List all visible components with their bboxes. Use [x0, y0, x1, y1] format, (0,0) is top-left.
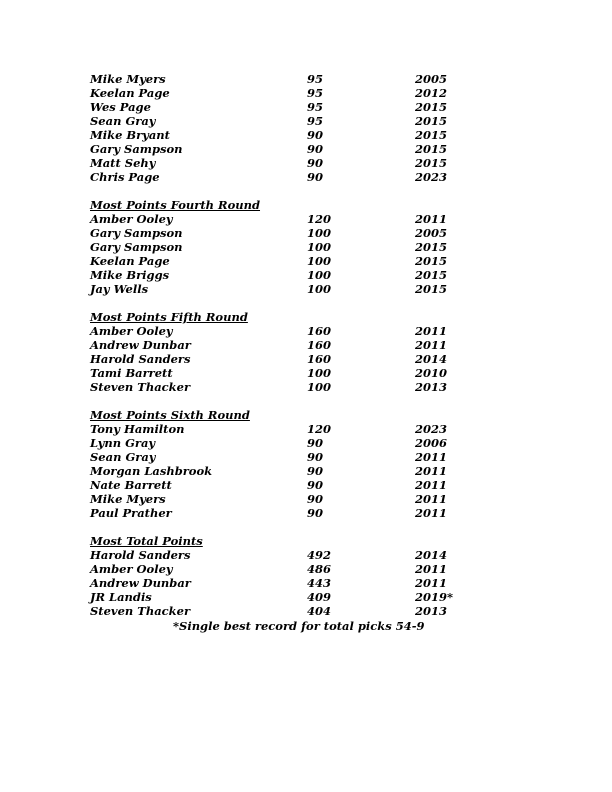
points-value: 90	[307, 450, 324, 464]
section-sixth-round	[0, 408, 612, 520]
player-name: Chris Page	[90, 170, 160, 184]
record-row	[0, 282, 612, 296]
year-value: 2006	[415, 436, 448, 450]
points-value: 95	[307, 86, 324, 100]
record-row	[0, 506, 612, 520]
record-row	[0, 100, 612, 114]
record-row	[0, 142, 612, 156]
player-name: Keelan Page	[90, 254, 170, 268]
footnote-text: *Single best record for total picks 54-9	[173, 619, 425, 633]
points-value: 492	[307, 548, 332, 562]
record-row	[0, 436, 612, 450]
year-value: 2014	[415, 352, 448, 366]
points-value: 90	[307, 478, 324, 492]
points-value: 90	[307, 492, 324, 506]
section-heading	[0, 408, 612, 422]
points-value: 90	[307, 464, 324, 478]
year-value: 2011	[415, 478, 448, 492]
points-value: 90	[307, 170, 324, 184]
record-row	[0, 464, 612, 478]
record-row	[0, 240, 612, 254]
section-heading-text: Most Points Fourth Round	[90, 198, 261, 212]
points-value: 90	[307, 506, 324, 520]
points-value: 100	[307, 282, 332, 296]
year-value: 2011	[415, 464, 448, 478]
year-value: 2023	[415, 170, 448, 184]
record-row	[0, 212, 612, 226]
player-name: Steven Thacker	[90, 380, 191, 394]
year-value: 2011	[415, 492, 448, 506]
record-row	[0, 576, 612, 590]
points-value: 100	[307, 240, 332, 254]
player-name: Jay Wells	[90, 282, 149, 296]
points-value: 160	[307, 338, 332, 352]
section-heading	[0, 310, 612, 324]
record-row	[0, 450, 612, 464]
player-name: Sean Gray	[90, 114, 156, 128]
record-row	[0, 268, 612, 282]
record-row	[0, 492, 612, 506]
section-fourth-round	[0, 198, 612, 296]
section-continued	[0, 72, 612, 184]
year-value: 2011	[415, 324, 448, 338]
player-name: Mike Bryant	[90, 128, 170, 142]
points-value: 100	[307, 226, 332, 240]
points-value: 90	[307, 436, 324, 450]
points-value: 120	[307, 422, 332, 436]
points-value: 100	[307, 254, 332, 268]
player-name: Steven Thacker	[90, 604, 191, 618]
year-value: 2011	[415, 450, 448, 464]
player-name: Andrew Dunbar	[90, 338, 191, 352]
player-name: Amber Ooley	[90, 212, 173, 226]
year-value: 2013	[415, 380, 448, 394]
year-value: 2015	[415, 128, 448, 142]
points-value: 90	[307, 156, 324, 170]
year-value: 2023	[415, 422, 448, 436]
points-value: 120	[307, 212, 332, 226]
year-value: 2015	[415, 156, 448, 170]
record-row	[0, 380, 612, 394]
player-name: Gary Sampson	[90, 226, 183, 240]
player-name: Andrew Dunbar	[90, 576, 191, 590]
points-value: 100	[307, 268, 332, 282]
record-row	[0, 128, 612, 142]
year-value: 2015	[415, 114, 448, 128]
points-value: 160	[307, 324, 332, 338]
player-name: Matt Sehy	[90, 156, 156, 170]
player-name: Morgan Lashbrook	[90, 464, 213, 478]
record-row	[0, 114, 612, 128]
points-value: 409	[307, 590, 332, 604]
record-row	[0, 72, 612, 86]
year-value: 2019*	[415, 590, 454, 604]
player-name: Gary Sampson	[90, 240, 183, 254]
record-row	[0, 170, 612, 184]
points-value: 90	[307, 128, 324, 142]
player-name: Sean Gray	[90, 450, 156, 464]
section-fifth-round	[0, 310, 612, 394]
section-heading	[0, 534, 612, 548]
year-value: 2015	[415, 100, 448, 114]
record-row	[0, 226, 612, 240]
year-value: 2011	[415, 562, 448, 576]
points-value: 443	[307, 576, 332, 590]
record-row	[0, 548, 612, 562]
year-value: 2015	[415, 254, 448, 268]
record-row	[0, 86, 612, 100]
record-row	[0, 156, 612, 170]
section-heading	[0, 198, 612, 212]
section-heading-text: Most Total Points	[90, 534, 203, 548]
points-value: 95	[307, 72, 324, 86]
record-row	[0, 562, 612, 576]
points-value: 486	[307, 562, 332, 576]
year-value: 2011	[415, 212, 448, 226]
record-row	[0, 366, 612, 380]
year-value: 2005	[415, 72, 448, 86]
year-value: 2012	[415, 86, 448, 100]
player-name: Lynn Gray	[90, 436, 156, 450]
player-name: Mike Briggs	[90, 268, 170, 282]
player-name: Nate Barrett	[90, 478, 172, 492]
player-name: Tami Barrett	[90, 366, 173, 380]
record-row	[0, 254, 612, 268]
player-name: Amber Ooley	[90, 324, 173, 338]
footnote	[0, 618, 612, 634]
year-value: 2011	[415, 506, 448, 520]
record-row	[0, 422, 612, 436]
section-heading-text: Most Points Fifth Round	[90, 310, 248, 324]
year-value: 2014	[415, 548, 448, 562]
record-row	[0, 338, 612, 352]
record-row	[0, 604, 612, 618]
points-value: 95	[307, 114, 324, 128]
year-value: 2015	[415, 142, 448, 156]
points-value: 95	[307, 100, 324, 114]
player-name: Tony Hamilton	[90, 422, 185, 436]
points-value: 90	[307, 142, 324, 156]
record-row	[0, 478, 612, 492]
player-name: Mike Myers	[90, 72, 166, 86]
record-row	[0, 324, 612, 338]
record-row	[0, 590, 612, 604]
player-name: Wes Page	[90, 100, 151, 114]
points-value: 100	[307, 380, 332, 394]
section-total-points	[0, 534, 612, 634]
player-name: Mike Myers	[90, 492, 166, 506]
player-name: Gary Sampson	[90, 142, 183, 156]
records-page	[0, 72, 612, 634]
record-row	[0, 352, 612, 366]
year-value: 2010	[415, 366, 448, 380]
points-value: 404	[307, 604, 332, 618]
player-name: Paul Prather	[90, 506, 172, 520]
year-value: 2011	[415, 338, 448, 352]
year-value: 2015	[415, 282, 448, 296]
points-value: 160	[307, 352, 332, 366]
player-name: Harold Sanders	[90, 548, 191, 562]
player-name: Keelan Page	[90, 86, 170, 100]
year-value: 2015	[415, 268, 448, 282]
year-value: 2013	[415, 604, 448, 618]
section-heading-text: Most Points Sixth Round	[90, 408, 250, 422]
player-name: Harold Sanders	[90, 352, 191, 366]
year-value: 2005	[415, 226, 448, 240]
year-value: 2011	[415, 576, 448, 590]
player-name: JR Landis	[90, 590, 152, 604]
points-value: 100	[307, 366, 332, 380]
player-name: Amber Ooley	[90, 562, 173, 576]
year-value: 2015	[415, 240, 448, 254]
